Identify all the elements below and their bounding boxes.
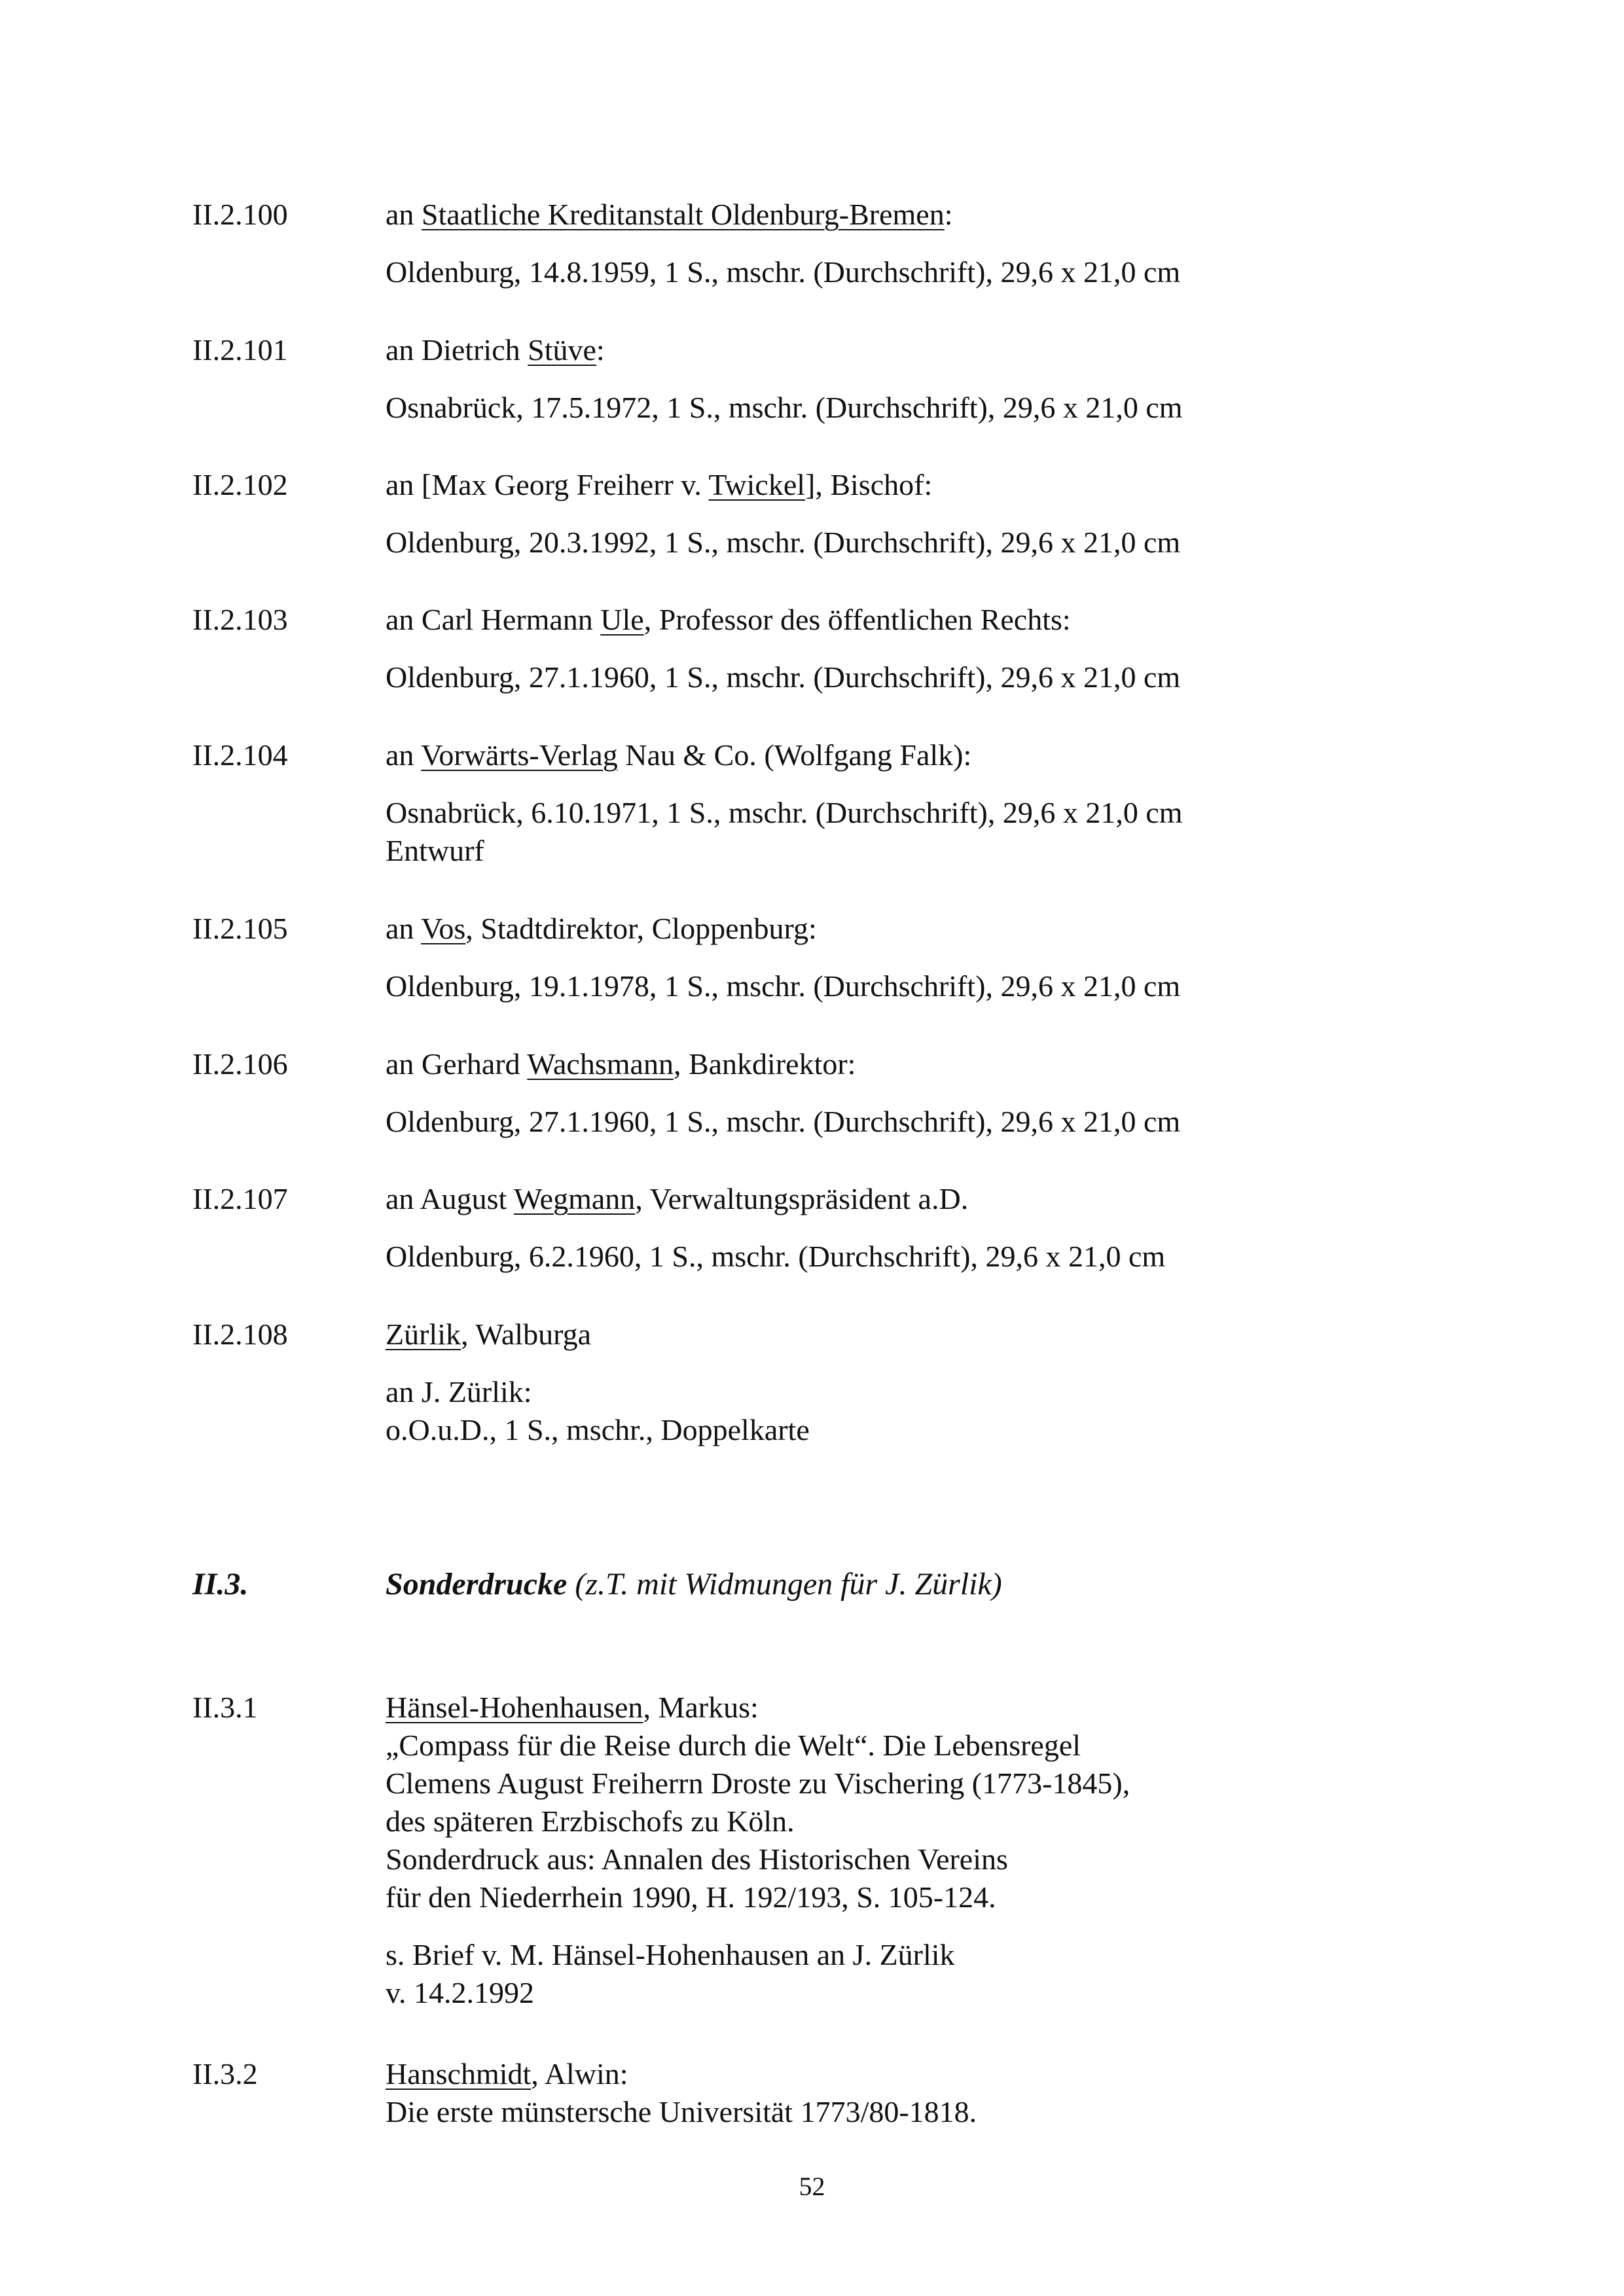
entry-number: II.2.105 bbox=[192, 912, 288, 945]
entry-detail: Entwurf bbox=[386, 834, 484, 867]
heading-name: Vorwärts-Verlag bbox=[421, 738, 618, 772]
heading-prefix: an Dietrich bbox=[386, 333, 528, 367]
heading-name: Hanschmidt bbox=[386, 2057, 532, 2090]
section-title-main: Sonderdrucke bbox=[386, 1567, 568, 1602]
entry-content bbox=[386, 331, 1498, 427]
entry-line: Sonderdruck aus: Annalen des Historischen Vereins bbox=[386, 1842, 1008, 1876]
section-title-note: (z.T. mit Widmungen für J. Zürlik) bbox=[567, 1567, 1002, 1602]
entry-detail: Oldenburg, 27.1.1960, 1 S., mschr. (Durchschrift), 29,6 x 21,0 cm bbox=[386, 1105, 1181, 1138]
heading-name: Hänsel-Hohenhausen bbox=[386, 1691, 643, 1724]
entry-line: für den Niederrhein 1990, H. 192/193, S. 105-124. bbox=[386, 1880, 996, 1914]
entry-number: II.2.101 bbox=[192, 333, 288, 367]
entry-detail: o.O.u.D., 1 S., mschr., Doppelkarte bbox=[386, 1413, 810, 1446]
entry-detail: Oldenburg, 19.1.1978, 1 S., mschr. (Durchschrift), 29,6 x 21,0 cm bbox=[386, 969, 1181, 1003]
heading-name: Staatliche Kreditanstalt Oldenburg-Bremen bbox=[421, 198, 945, 231]
entry-content bbox=[386, 1689, 1498, 2012]
heading-suffix: , Verwaltungspräsident a.D. bbox=[635, 1182, 969, 1215]
entry-note: v. 14.2.1992 bbox=[386, 1976, 535, 2009]
entry-heading bbox=[386, 331, 1498, 369]
entry-heading bbox=[386, 1689, 1498, 1727]
entry-number: II.2.102 bbox=[192, 468, 288, 501]
entry-content bbox=[386, 196, 1498, 291]
entry-detail: Osnabrück, 17.5.1972, 1 S., mschr. (Durchschrift), 29,6 x 21,0 cm bbox=[386, 391, 1183, 424]
entry-detail: Oldenburg, 6.2.1960, 1 S., mschr. (Durchschrift), 29,6 x 21,0 cm bbox=[386, 1240, 1166, 1273]
entry-content bbox=[386, 601, 1498, 696]
heading-name: Stüve bbox=[528, 333, 596, 367]
heading-prefix: an bbox=[386, 198, 422, 231]
entry-detail: Oldenburg, 14.8.1959, 1 S., mschr. (Durchschrift), 29,6 x 21,0 cm bbox=[386, 255, 1181, 289]
section-number: II.3. bbox=[192, 1567, 249, 1602]
entry-number: II.3.2 bbox=[192, 2057, 258, 2090]
heading-prefix: an August bbox=[386, 1182, 514, 1215]
heading-prefix: an Gerhard bbox=[386, 1047, 528, 1081]
heading-prefix: an bbox=[386, 912, 422, 945]
entry-line: „Compass für die Reise durch die Welt“. Die Lebensregel bbox=[386, 1729, 1081, 1762]
entry-number: II.2.100 bbox=[192, 198, 288, 231]
entry-number: II.2.104 bbox=[192, 738, 288, 772]
heading-prefix: an Carl Hermann bbox=[386, 603, 601, 636]
heading-suffix: , Walburga bbox=[460, 1318, 591, 1351]
entry-note: s. Brief v. M. Hänsel-Hohenhausen an J. Zürlik bbox=[386, 1938, 955, 1971]
heading-prefix: an [Max Georg Freiherr v. bbox=[386, 468, 709, 501]
heading-name: Ule bbox=[600, 603, 644, 636]
entry-number: II.2.103 bbox=[192, 603, 288, 636]
entry-content bbox=[386, 910, 1498, 1005]
entry-content bbox=[386, 2055, 1498, 2131]
heading-suffix: ], Bischof: bbox=[805, 468, 933, 501]
entry-heading bbox=[386, 910, 1498, 948]
heading-prefix: an bbox=[386, 738, 422, 772]
heading-name: Twickel bbox=[708, 468, 806, 501]
entry-line: Clemens August Freiherrn Droste zu Vischering (1773-1845), bbox=[386, 1767, 1130, 1800]
entry-heading bbox=[386, 736, 1498, 774]
entry-content bbox=[386, 1045, 1498, 1141]
entry-content bbox=[386, 1316, 1498, 1449]
heading-name: Vos bbox=[421, 912, 466, 945]
heading-suffix: : bbox=[944, 198, 953, 231]
entry-detail: Osnabrück, 6.10.1971, 1 S., mschr. (Durchschrift), 29,6 x 21,0 cm bbox=[386, 796, 1183, 829]
entry-number: II.2.106 bbox=[192, 1047, 288, 1081]
entry-detail: an J. Zürlik: bbox=[386, 1375, 532, 1408]
entry-content bbox=[386, 1180, 1498, 1276]
heading-suffix: , Alwin: bbox=[531, 2057, 628, 2090]
heading-suffix: , Professor des öffentlichen Rechts: bbox=[643, 603, 1071, 636]
entry-number: II.2.107 bbox=[192, 1182, 288, 1215]
entry-heading bbox=[386, 196, 1498, 234]
entry-heading bbox=[386, 1316, 1498, 1354]
entry-detail: Oldenburg, 20.3.1992, 1 S., mschr. (Durchschrift), 29,6 x 21,0 cm bbox=[386, 526, 1181, 559]
entry-content bbox=[386, 466, 1498, 562]
heading-suffix: Nau & Co. (Wolfgang Falk): bbox=[617, 738, 972, 772]
entry-heading bbox=[386, 601, 1498, 639]
heading-name: Wachsmann bbox=[527, 1047, 674, 1081]
heading-suffix: : bbox=[596, 333, 605, 367]
entry-heading bbox=[386, 466, 1498, 504]
heading-suffix: , Markus: bbox=[643, 1691, 759, 1724]
entry-line: des späteren Erzbischofs zu Köln. bbox=[386, 1804, 795, 1838]
entry-number: II.2.108 bbox=[192, 1318, 288, 1351]
entry-number: II.3.1 bbox=[192, 1691, 258, 1724]
heading-name: Wegmann bbox=[513, 1182, 636, 1215]
entry-line: Die erste münstersche Universität 1773/80-1818. bbox=[386, 2095, 977, 2128]
heading-name: Zürlik bbox=[386, 1318, 461, 1351]
page-number: 52 bbox=[799, 2172, 825, 2201]
entry-content bbox=[386, 736, 1498, 870]
section-title bbox=[386, 1566, 1002, 1604]
entry-heading bbox=[386, 1045, 1498, 1083]
entry-heading bbox=[386, 2055, 1498, 2093]
entry-heading bbox=[386, 1180, 1498, 1218]
heading-suffix: , Bankdirektor: bbox=[673, 1047, 856, 1081]
entry-detail: Oldenburg, 27.1.1960, 1 S., mschr. (Durchschrift), 29,6 x 21,0 cm bbox=[386, 660, 1181, 694]
heading-suffix: , Stadtdirektor, Cloppenburg: bbox=[465, 912, 817, 945]
